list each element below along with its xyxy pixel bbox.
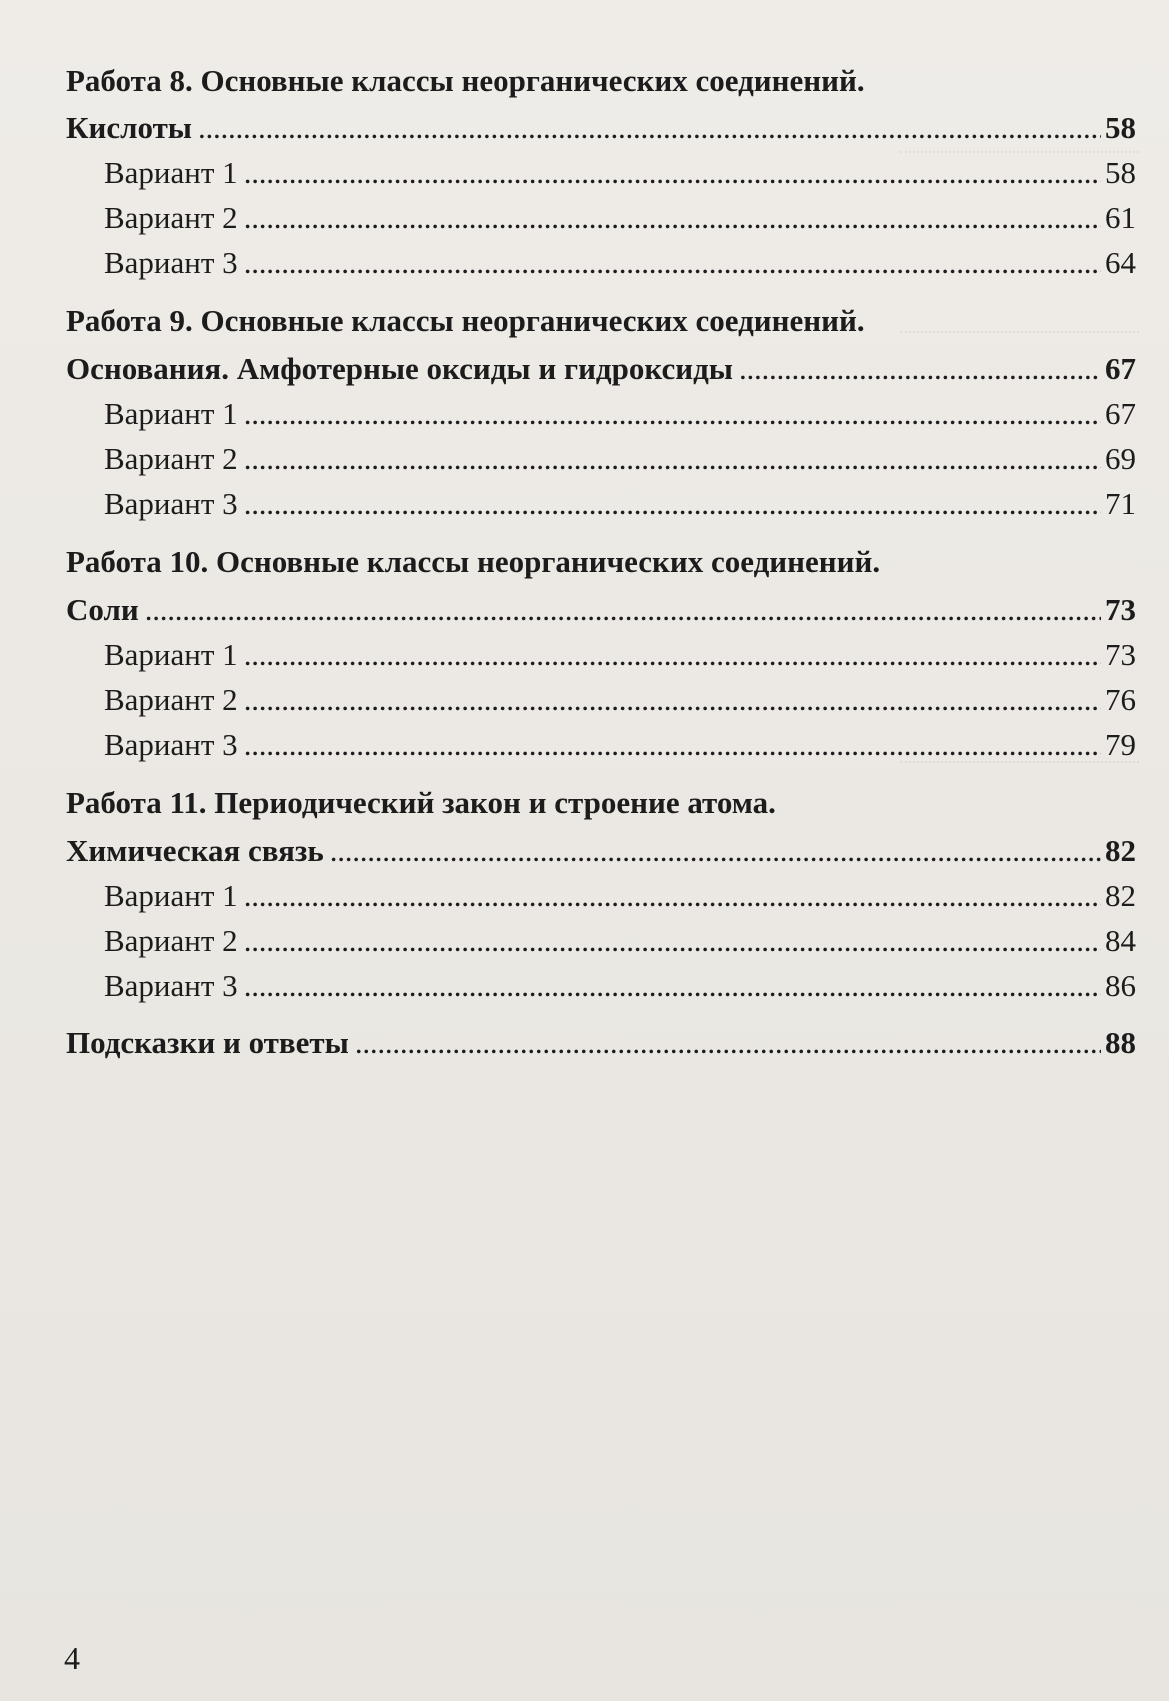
section-title-9: Работа 9. Основные классы неорганических соединений. [66, 303, 865, 338]
toc-entry-label: Вариант 2 [104, 441, 238, 476]
toc-page-number: 86 [1105, 968, 1136, 1003]
toc-page-number: 71 [1105, 486, 1136, 521]
dot-leader [244, 483, 1101, 525]
dot-leader [244, 920, 1101, 962]
dot-leader [244, 197, 1101, 239]
dot-leader [244, 152, 1101, 194]
toc-page-number: 84 [1105, 923, 1136, 958]
toc-entry-label: Соли [66, 592, 139, 627]
dot-leader [244, 679, 1101, 721]
toc-page-number: 58 [1105, 155, 1136, 190]
toc-entry-label: Вариант 1 [104, 637, 238, 672]
dot-leader [244, 242, 1101, 284]
toc-entry-answers[interactable] [66, 1022, 1136, 1064]
dot-leader [244, 393, 1101, 435]
dot-leader [244, 438, 1101, 480]
toc-page-number: 73 [1105, 637, 1136, 672]
toc-entry-label: Вариант 1 [104, 878, 238, 913]
toc-variant-entry[interactable] [104, 197, 1136, 239]
toc-entry-label: Вариант 3 [104, 968, 238, 1003]
toc-entry-label: Основания. Амфотерные оксиды и гидроксиды [66, 351, 733, 386]
toc-page-number: 82 [1105, 878, 1136, 913]
toc-page-number: 58 [1105, 110, 1136, 145]
toc-page-number: 82 [1105, 833, 1136, 868]
toc-entry-label: Вариант 1 [104, 396, 238, 431]
toc-entry[interactable] [66, 107, 1136, 149]
toc-variant-entry[interactable] [104, 438, 1136, 480]
toc-entry[interactable] [66, 589, 1136, 631]
toc-entry[interactable] [66, 348, 1136, 390]
dot-leader [145, 589, 1101, 631]
toc-variant-entry[interactable] [104, 393, 1136, 435]
toc-entry[interactable] [66, 830, 1136, 872]
toc-page-number: 67 [1105, 351, 1136, 386]
toc-variant-entry[interactable] [104, 724, 1136, 766]
dot-leader [244, 875, 1101, 917]
dot-leader [198, 107, 1101, 149]
toc-page-number: 67 [1105, 396, 1136, 431]
dot-leader [244, 724, 1101, 766]
toc-variant-entry[interactable] [104, 634, 1136, 676]
dot-leader [355, 1022, 1101, 1064]
page-number: 4 [64, 1640, 80, 1676]
toc-variant-entry[interactable] [104, 679, 1136, 721]
dot-leader [244, 965, 1101, 1007]
toc-variant-entry[interactable] [104, 242, 1136, 284]
section-title-11: Работа 11. Периодический закон и строение атома. [66, 785, 776, 820]
toc-variant-entry[interactable] [104, 965, 1136, 1007]
toc-variant-entry[interactable] [104, 152, 1136, 194]
toc-page-number: 76 [1105, 682, 1136, 717]
toc-entry-label: Подсказки и ответы [66, 1025, 349, 1060]
toc-page-number: 64 [1105, 245, 1136, 280]
toc-variant-entry[interactable] [104, 920, 1136, 962]
toc-entry-label: Вариант 2 [104, 682, 238, 717]
toc-variant-entry[interactable] [104, 483, 1136, 525]
toc-entry-label: Вариант 2 [104, 923, 238, 958]
section-title-8: Работа 8. Основные классы неорганических соединений. [66, 63, 865, 98]
toc-variant-entry[interactable] [104, 875, 1136, 917]
dot-leader [244, 634, 1101, 676]
toc-entry-label: Вариант 2 [104, 200, 238, 235]
toc-entry-label: Вариант 3 [104, 245, 238, 280]
toc-page-number: 73 [1105, 592, 1136, 627]
section-title-10: Работа 10. Основные классы неорганических соединений. [66, 544, 881, 579]
toc-page-number: 69 [1105, 441, 1136, 476]
toc-entry-label: Вариант 3 [104, 727, 238, 762]
dot-leader [330, 830, 1101, 872]
toc-page-number: 88 [1105, 1025, 1136, 1060]
toc-entry-label: Кислоты [66, 110, 193, 145]
toc-page-number: 79 [1105, 727, 1136, 762]
toc-entry-label: Вариант 3 [104, 486, 238, 521]
toc-entry-label: Вариант 1 [104, 155, 238, 190]
toc-entry-label: Химическая связь [66, 833, 324, 868]
dot-leader [739, 348, 1101, 390]
toc-page-number: 61 [1105, 200, 1136, 235]
